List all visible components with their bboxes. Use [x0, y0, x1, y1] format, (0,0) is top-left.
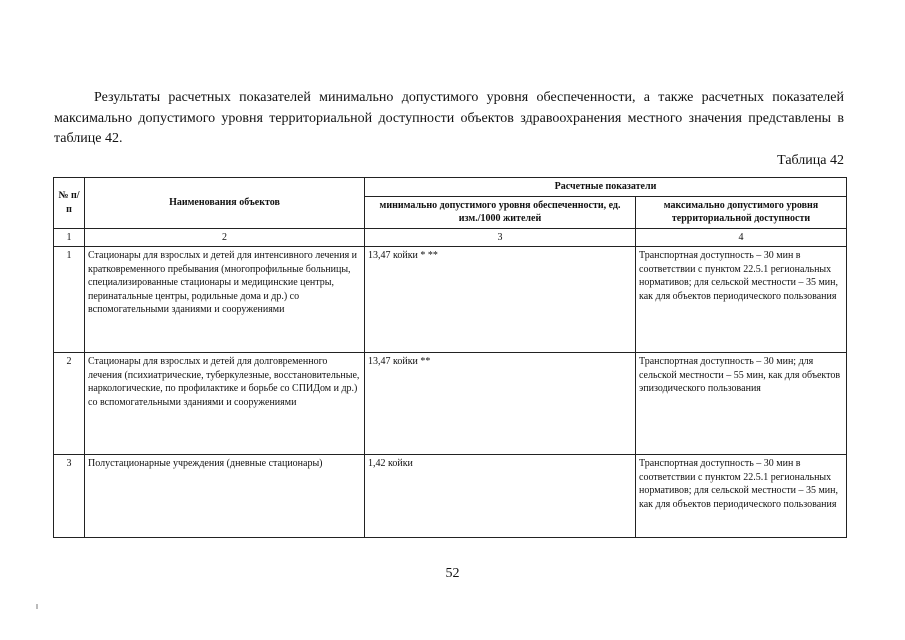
header-group: Расчетные показатели — [365, 178, 847, 197]
object-name: Стационары для взрослых и детей для долговременного лечения (психиатрические, туберкулезные, восстановительные, наркологические, по профилактике и борьбе со СПИДом и др.) со вспомогательными зданиями и сооружениями — [85, 353, 365, 455]
max-level-value: Транспортная доступность – 30 мин; для сельской местности – 55 мин, как для объектов эпизодического пользования — [636, 353, 847, 455]
header-min: минимально допустимого уровня обеспеченности, ед. изм./1000 жителей — [365, 196, 636, 228]
min-level-value: 13,47 койки * ** — [365, 247, 636, 353]
indicators-table — [53, 177, 847, 538]
max-level-value: Транспортная доступность – 30 мин в соответствии с пунктом 22.5.1 региональных нормативов; для сельской местности – 35 мин, как для объектов периодического пользования — [636, 455, 847, 538]
page-number: 52 — [445, 566, 460, 581]
column-number: 3 — [365, 228, 636, 247]
table-row — [54, 247, 847, 353]
table-row — [54, 455, 847, 538]
header-max: максимально допустимого уровня территориальной доступности — [636, 196, 847, 228]
min-level-value: 1,42 койки — [365, 455, 636, 538]
row-number: 1 — [54, 247, 85, 353]
header-num: № п/п — [54, 178, 85, 229]
table-row — [54, 353, 847, 455]
intro-paragraph: Результаты расчетных показателей минимально допустимого уровня обеспеченности, а также расчетных показателей максимально допустимого уровня территориальной доступности объектов здравоохранения местного значения представлены в таблице 42. — [54, 90, 844, 146]
table-caption: Таблица 42 — [777, 153, 844, 168]
column-number-row — [54, 228, 847, 247]
header-name: Наименования объектов — [85, 178, 365, 229]
row-number: 3 — [54, 455, 85, 538]
max-level-value: Транспортная доступность – 30 мин в соответствии с пунктом 22.5.1 региональных нормативов; для сельской местности – 35 мин, как для объектов периодического пользования — [636, 247, 847, 353]
column-number: 4 — [636, 228, 847, 247]
column-number: 1 — [54, 228, 85, 247]
object-name: Полустационарные учреждения (дневные стационары) — [85, 455, 365, 538]
scan-mark — [36, 604, 38, 609]
object-name: Стационары для взрослых и детей для интенсивного лечения и кратковременного пребывания (многопрофильные больницы, специализированные стационары и медицинские центры, перинатальные центры, родильные дома и др.) со вспомогательными зданиями и сооружениями — [85, 247, 365, 353]
column-number: 2 — [85, 228, 365, 247]
row-number: 2 — [54, 353, 85, 455]
min-level-value: 13,47 койки ** — [365, 353, 636, 455]
